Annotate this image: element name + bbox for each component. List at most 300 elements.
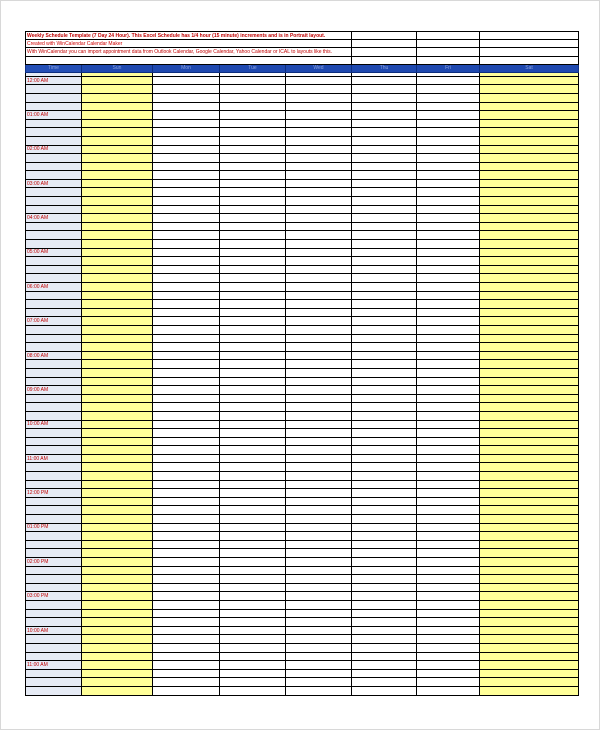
slot-cell-sat[interactable]	[480, 463, 579, 472]
slot-cell-fri[interactable]	[417, 222, 480, 231]
slot-cell-sat[interactable]	[480, 368, 579, 377]
slot-cell-fri[interactable]	[417, 265, 480, 274]
slot-cell-thu[interactable]	[352, 334, 417, 343]
slot-cell-wed[interactable]	[286, 154, 352, 163]
slot-cell-tue[interactable]	[220, 85, 286, 94]
slot-cell-sat[interactable]	[480, 248, 579, 257]
slot-cell-thu[interactable]	[352, 197, 417, 206]
slot-cell-wed[interactable]	[286, 85, 352, 94]
slot-cell-fri[interactable]	[417, 162, 480, 171]
slot-cell-sun[interactable]	[82, 643, 153, 652]
slot-cell-mon[interactable]	[153, 145, 220, 154]
slot-cell-thu[interactable]	[352, 394, 417, 403]
slot-cell-wed[interactable]	[286, 360, 352, 369]
slot-cell-mon[interactable]	[153, 119, 220, 128]
slot-cell-wed[interactable]	[286, 325, 352, 334]
slot-cell-wed[interactable]	[286, 394, 352, 403]
slot-cell-thu[interactable]	[352, 386, 417, 395]
slot-cell-sun[interactable]	[82, 368, 153, 377]
slot-cell-wed[interactable]	[286, 93, 352, 102]
slot-cell-fri[interactable]	[417, 626, 480, 635]
slot-cell-thu[interactable]	[352, 523, 417, 532]
slot-cell-thu[interactable]	[352, 222, 417, 231]
slot-cell-sun[interactable]	[82, 618, 153, 627]
slot-cell-wed[interactable]	[286, 626, 352, 635]
slot-cell-sat[interactable]	[480, 179, 579, 188]
slot-cell-tue[interactable]	[220, 222, 286, 231]
slot-cell-sun[interactable]	[82, 472, 153, 481]
slot-cell-thu[interactable]	[352, 136, 417, 145]
slot-cell-sat[interactable]	[480, 394, 579, 403]
slot-cell-fri[interactable]	[417, 678, 480, 687]
slot-cell-fri[interactable]	[417, 360, 480, 369]
slot-cell-mon[interactable]	[153, 429, 220, 438]
slot-cell-sun[interactable]	[82, 549, 153, 558]
slot-cell-thu[interactable]	[352, 446, 417, 455]
slot-cell-tue[interactable]	[220, 179, 286, 188]
slot-cell-mon[interactable]	[153, 446, 220, 455]
slot-cell-fri[interactable]	[417, 325, 480, 334]
slot-cell-sun[interactable]	[82, 102, 153, 111]
slot-cell-wed[interactable]	[286, 686, 352, 695]
slot-cell-mon[interactable]	[153, 240, 220, 249]
slot-cell-tue[interactable]	[220, 506, 286, 515]
slot-cell-tue[interactable]	[220, 403, 286, 412]
slot-cell-mon[interactable]	[153, 154, 220, 163]
slot-cell-mon[interactable]	[153, 523, 220, 532]
slot-cell-sun[interactable]	[82, 394, 153, 403]
slot-cell-thu[interactable]	[352, 360, 417, 369]
slot-cell-thu[interactable]	[352, 583, 417, 592]
slot-cell-mon[interactable]	[153, 343, 220, 352]
slot-cell-thu[interactable]	[352, 515, 417, 524]
slot-cell-wed[interactable]	[286, 446, 352, 455]
slot-cell-tue[interactable]	[220, 575, 286, 584]
slot-cell-mon[interactable]	[153, 394, 220, 403]
slot-cell-wed[interactable]	[286, 420, 352, 429]
slot-cell-wed[interactable]	[286, 171, 352, 180]
slot-cell-thu[interactable]	[352, 472, 417, 481]
slot-cell-thu[interactable]	[352, 454, 417, 463]
slot-cell-sat[interactable]	[480, 257, 579, 266]
slot-cell-thu[interactable]	[352, 411, 417, 420]
slot-cell-fri[interactable]	[417, 437, 480, 446]
slot-cell-tue[interactable]	[220, 188, 286, 197]
slot-cell-sat[interactable]	[480, 489, 579, 498]
slot-cell-sat[interactable]	[480, 497, 579, 506]
slot-cell-tue[interactable]	[220, 119, 286, 128]
slot-cell-sun[interactable]	[82, 76, 153, 85]
slot-cell-sat[interactable]	[480, 197, 579, 206]
slot-cell-sun[interactable]	[82, 411, 153, 420]
slot-cell-thu[interactable]	[352, 248, 417, 257]
slot-cell-thu[interactable]	[352, 652, 417, 661]
slot-cell-sun[interactable]	[82, 119, 153, 128]
slot-cell-sun[interactable]	[82, 283, 153, 292]
slot-cell-tue[interactable]	[220, 669, 286, 678]
slot-cell-sat[interactable]	[480, 128, 579, 137]
slot-cell-tue[interactable]	[220, 128, 286, 137]
slot-cell-thu[interactable]	[352, 274, 417, 283]
slot-cell-mon[interactable]	[153, 171, 220, 180]
slot-cell-sat[interactable]	[480, 626, 579, 635]
slot-cell-sun[interactable]	[82, 360, 153, 369]
slot-cell-mon[interactable]	[153, 111, 220, 120]
slot-cell-fri[interactable]	[417, 386, 480, 395]
slot-cell-fri[interactable]	[417, 429, 480, 438]
slot-cell-wed[interactable]	[286, 197, 352, 206]
slot-cell-wed[interactable]	[286, 600, 352, 609]
slot-cell-fri[interactable]	[417, 583, 480, 592]
slot-cell-mon[interactable]	[153, 179, 220, 188]
slot-cell-tue[interactable]	[220, 265, 286, 274]
slot-cell-tue[interactable]	[220, 351, 286, 360]
slot-cell-tue[interactable]	[220, 661, 286, 670]
slot-cell-fri[interactable]	[417, 377, 480, 386]
slot-cell-sat[interactable]	[480, 678, 579, 687]
slot-cell-thu[interactable]	[352, 669, 417, 678]
slot-cell-wed[interactable]	[286, 386, 352, 395]
slot-cell-tue[interactable]	[220, 540, 286, 549]
slot-cell-wed[interactable]	[286, 472, 352, 481]
slot-cell-fri[interactable]	[417, 351, 480, 360]
slot-cell-thu[interactable]	[352, 489, 417, 498]
slot-cell-sun[interactable]	[82, 197, 153, 206]
slot-cell-mon[interactable]	[153, 480, 220, 489]
slot-cell-sun[interactable]	[82, 566, 153, 575]
slot-cell-sun[interactable]	[82, 420, 153, 429]
slot-cell-sun[interactable]	[82, 171, 153, 180]
slot-cell-sun[interactable]	[82, 188, 153, 197]
slot-cell-sun[interactable]	[82, 377, 153, 386]
slot-cell-sat[interactable]	[480, 300, 579, 309]
slot-cell-thu[interactable]	[352, 351, 417, 360]
slot-cell-thu[interactable]	[352, 76, 417, 85]
slot-cell-tue[interactable]	[220, 360, 286, 369]
slot-cell-tue[interactable]	[220, 145, 286, 154]
slot-cell-sat[interactable]	[480, 214, 579, 223]
slot-cell-tue[interactable]	[220, 618, 286, 627]
slot-cell-mon[interactable]	[153, 222, 220, 231]
slot-cell-sun[interactable]	[82, 575, 153, 584]
slot-cell-sat[interactable]	[480, 446, 579, 455]
slot-cell-sat[interactable]	[480, 85, 579, 94]
slot-cell-tue[interactable]	[220, 76, 286, 85]
slot-cell-wed[interactable]	[286, 343, 352, 352]
slot-cell-sat[interactable]	[480, 454, 579, 463]
slot-cell-tue[interactable]	[220, 489, 286, 498]
slot-cell-mon[interactable]	[153, 497, 220, 506]
slot-cell-mon[interactable]	[153, 669, 220, 678]
slot-cell-sun[interactable]	[82, 523, 153, 532]
slot-cell-fri[interactable]	[417, 669, 480, 678]
slot-cell-mon[interactable]	[153, 257, 220, 266]
slot-cell-fri[interactable]	[417, 145, 480, 154]
slot-cell-fri[interactable]	[417, 154, 480, 163]
slot-cell-tue[interactable]	[220, 420, 286, 429]
slot-cell-thu[interactable]	[352, 497, 417, 506]
slot-cell-tue[interactable]	[220, 686, 286, 695]
slot-cell-mon[interactable]	[153, 643, 220, 652]
slot-cell-wed[interactable]	[286, 291, 352, 300]
slot-cell-fri[interactable]	[417, 635, 480, 644]
slot-cell-tue[interactable]	[220, 171, 286, 180]
slot-cell-sat[interactable]	[480, 600, 579, 609]
slot-cell-fri[interactable]	[417, 652, 480, 661]
slot-cell-thu[interactable]	[352, 377, 417, 386]
slot-cell-fri[interactable]	[417, 454, 480, 463]
slot-cell-fri[interactable]	[417, 308, 480, 317]
slot-cell-fri[interactable]	[417, 171, 480, 180]
slot-cell-wed[interactable]	[286, 454, 352, 463]
slot-cell-thu[interactable]	[352, 566, 417, 575]
slot-cell-mon[interactable]	[153, 231, 220, 240]
slot-cell-thu[interactable]	[352, 575, 417, 584]
slot-cell-thu[interactable]	[352, 205, 417, 214]
slot-cell-sat[interactable]	[480, 523, 579, 532]
slot-cell-sat[interactable]	[480, 136, 579, 145]
slot-cell-fri[interactable]	[417, 446, 480, 455]
slot-cell-tue[interactable]	[220, 583, 286, 592]
slot-cell-sat[interactable]	[480, 411, 579, 420]
slot-cell-thu[interactable]	[352, 257, 417, 266]
slot-cell-mon[interactable]	[153, 575, 220, 584]
slot-cell-wed[interactable]	[286, 76, 352, 85]
slot-cell-fri[interactable]	[417, 540, 480, 549]
slot-cell-tue[interactable]	[220, 472, 286, 481]
slot-cell-sun[interactable]	[82, 265, 153, 274]
slot-cell-thu[interactable]	[352, 626, 417, 635]
slot-cell-sat[interactable]	[480, 403, 579, 412]
slot-cell-thu[interactable]	[352, 686, 417, 695]
slot-cell-sun[interactable]	[82, 300, 153, 309]
slot-cell-mon[interactable]	[153, 489, 220, 498]
slot-cell-thu[interactable]	[352, 506, 417, 515]
slot-cell-fri[interactable]	[417, 463, 480, 472]
slot-cell-wed[interactable]	[286, 136, 352, 145]
slot-cell-wed[interactable]	[286, 214, 352, 223]
slot-cell-sat[interactable]	[480, 154, 579, 163]
slot-cell-thu[interactable]	[352, 661, 417, 670]
slot-cell-sun[interactable]	[82, 532, 153, 541]
slot-cell-tue[interactable]	[220, 308, 286, 317]
slot-cell-fri[interactable]	[417, 111, 480, 120]
slot-cell-thu[interactable]	[352, 111, 417, 120]
slot-cell-tue[interactable]	[220, 497, 286, 506]
slot-cell-wed[interactable]	[286, 463, 352, 472]
slot-cell-sat[interactable]	[480, 334, 579, 343]
slot-cell-mon[interactable]	[153, 558, 220, 567]
slot-cell-thu[interactable]	[352, 592, 417, 601]
slot-cell-mon[interactable]	[153, 454, 220, 463]
slot-cell-mon[interactable]	[153, 583, 220, 592]
slot-cell-wed[interactable]	[286, 635, 352, 644]
slot-cell-mon[interactable]	[153, 515, 220, 524]
slot-cell-thu[interactable]	[352, 102, 417, 111]
slot-cell-mon[interactable]	[153, 566, 220, 575]
slot-cell-sat[interactable]	[480, 652, 579, 661]
slot-cell-sat[interactable]	[480, 274, 579, 283]
slot-cell-thu[interactable]	[352, 119, 417, 128]
slot-cell-thu[interactable]	[352, 558, 417, 567]
slot-cell-tue[interactable]	[220, 394, 286, 403]
slot-cell-wed[interactable]	[286, 403, 352, 412]
slot-cell-thu[interactable]	[352, 480, 417, 489]
slot-cell-sun[interactable]	[82, 652, 153, 661]
slot-cell-tue[interactable]	[220, 635, 286, 644]
slot-cell-tue[interactable]	[220, 300, 286, 309]
slot-cell-wed[interactable]	[286, 274, 352, 283]
slot-cell-sat[interactable]	[480, 575, 579, 584]
slot-cell-fri[interactable]	[417, 609, 480, 618]
slot-cell-sun[interactable]	[82, 214, 153, 223]
slot-cell-sun[interactable]	[82, 463, 153, 472]
slot-cell-thu[interactable]	[352, 162, 417, 171]
slot-cell-thu[interactable]	[352, 85, 417, 94]
slot-cell-wed[interactable]	[286, 231, 352, 240]
slot-cell-fri[interactable]	[417, 128, 480, 137]
slot-cell-fri[interactable]	[417, 394, 480, 403]
slot-cell-wed[interactable]	[286, 334, 352, 343]
slot-cell-mon[interactable]	[153, 678, 220, 687]
slot-cell-mon[interactable]	[153, 635, 220, 644]
slot-cell-thu[interactable]	[352, 532, 417, 541]
slot-cell-mon[interactable]	[153, 162, 220, 171]
slot-cell-sat[interactable]	[480, 325, 579, 334]
slot-cell-fri[interactable]	[417, 497, 480, 506]
slot-cell-sun[interactable]	[82, 351, 153, 360]
slot-cell-sat[interactable]	[480, 188, 579, 197]
slot-cell-tue[interactable]	[220, 454, 286, 463]
slot-cell-wed[interactable]	[286, 179, 352, 188]
slot-cell-wed[interactable]	[286, 411, 352, 420]
slot-cell-sun[interactable]	[82, 600, 153, 609]
slot-cell-mon[interactable]	[153, 540, 220, 549]
slot-cell-mon[interactable]	[153, 248, 220, 257]
slot-cell-thu[interactable]	[352, 300, 417, 309]
slot-cell-tue[interactable]	[220, 368, 286, 377]
slot-cell-wed[interactable]	[286, 618, 352, 627]
slot-cell-wed[interactable]	[286, 317, 352, 326]
slot-cell-mon[interactable]	[153, 661, 220, 670]
slot-cell-fri[interactable]	[417, 489, 480, 498]
slot-cell-wed[interactable]	[286, 368, 352, 377]
slot-cell-tue[interactable]	[220, 283, 286, 292]
slot-cell-mon[interactable]	[153, 600, 220, 609]
slot-cell-mon[interactable]	[153, 283, 220, 292]
slot-cell-sun[interactable]	[82, 325, 153, 334]
slot-cell-thu[interactable]	[352, 429, 417, 438]
slot-cell-tue[interactable]	[220, 343, 286, 352]
slot-cell-mon[interactable]	[153, 291, 220, 300]
slot-cell-tue[interactable]	[220, 274, 286, 283]
slot-cell-sun[interactable]	[82, 240, 153, 249]
slot-cell-sun[interactable]	[82, 626, 153, 635]
slot-cell-fri[interactable]	[417, 480, 480, 489]
slot-cell-tue[interactable]	[220, 600, 286, 609]
slot-cell-tue[interactable]	[220, 480, 286, 489]
slot-cell-tue[interactable]	[220, 377, 286, 386]
slot-cell-sun[interactable]	[82, 162, 153, 171]
slot-cell-mon[interactable]	[153, 360, 220, 369]
slot-cell-sat[interactable]	[480, 420, 579, 429]
slot-cell-tue[interactable]	[220, 523, 286, 532]
slot-cell-wed[interactable]	[286, 489, 352, 498]
slot-cell-wed[interactable]	[286, 437, 352, 446]
slot-cell-thu[interactable]	[352, 179, 417, 188]
slot-cell-sun[interactable]	[82, 454, 153, 463]
slot-cell-tue[interactable]	[220, 446, 286, 455]
slot-cell-thu[interactable]	[352, 240, 417, 249]
slot-cell-tue[interactable]	[220, 437, 286, 446]
slot-cell-fri[interactable]	[417, 76, 480, 85]
slot-cell-thu[interactable]	[352, 600, 417, 609]
slot-cell-mon[interactable]	[153, 420, 220, 429]
slot-cell-mon[interactable]	[153, 463, 220, 472]
slot-cell-sun[interactable]	[82, 308, 153, 317]
slot-cell-sat[interactable]	[480, 351, 579, 360]
slot-cell-tue[interactable]	[220, 411, 286, 420]
slot-cell-wed[interactable]	[286, 652, 352, 661]
slot-cell-mon[interactable]	[153, 300, 220, 309]
slot-cell-sat[interactable]	[480, 515, 579, 524]
slot-cell-tue[interactable]	[220, 463, 286, 472]
slot-cell-wed[interactable]	[286, 558, 352, 567]
slot-cell-fri[interactable]	[417, 317, 480, 326]
slot-cell-sat[interactable]	[480, 162, 579, 171]
slot-cell-sat[interactable]	[480, 76, 579, 85]
slot-cell-mon[interactable]	[153, 411, 220, 420]
slot-cell-fri[interactable]	[417, 197, 480, 206]
slot-cell-thu[interactable]	[352, 368, 417, 377]
slot-cell-tue[interactable]	[220, 154, 286, 163]
slot-cell-wed[interactable]	[286, 497, 352, 506]
slot-cell-wed[interactable]	[286, 162, 352, 171]
slot-cell-wed[interactable]	[286, 265, 352, 274]
slot-cell-tue[interactable]	[220, 240, 286, 249]
slot-cell-sat[interactable]	[480, 643, 579, 652]
slot-cell-sun[interactable]	[82, 231, 153, 240]
slot-cell-fri[interactable]	[417, 575, 480, 584]
slot-cell-thu[interactable]	[352, 283, 417, 292]
slot-cell-sat[interactable]	[480, 317, 579, 326]
slot-cell-fri[interactable]	[417, 549, 480, 558]
slot-cell-sun[interactable]	[82, 136, 153, 145]
slot-cell-sat[interactable]	[480, 360, 579, 369]
slot-cell-tue[interactable]	[220, 205, 286, 214]
slot-cell-sat[interactable]	[480, 231, 579, 240]
slot-cell-mon[interactable]	[153, 377, 220, 386]
slot-cell-sat[interactable]	[480, 480, 579, 489]
slot-cell-sat[interactable]	[480, 291, 579, 300]
slot-cell-mon[interactable]	[153, 652, 220, 661]
slot-cell-mon[interactable]	[153, 532, 220, 541]
slot-cell-tue[interactable]	[220, 93, 286, 102]
slot-cell-sat[interactable]	[480, 343, 579, 352]
slot-cell-sat[interactable]	[480, 205, 579, 214]
slot-cell-tue[interactable]	[220, 197, 286, 206]
slot-cell-wed[interactable]	[286, 119, 352, 128]
slot-cell-mon[interactable]	[153, 274, 220, 283]
slot-cell-fri[interactable]	[417, 403, 480, 412]
slot-cell-sat[interactable]	[480, 686, 579, 695]
slot-cell-sun[interactable]	[82, 592, 153, 601]
slot-cell-tue[interactable]	[220, 558, 286, 567]
slot-cell-sun[interactable]	[82, 661, 153, 670]
slot-cell-wed[interactable]	[286, 111, 352, 120]
slot-cell-fri[interactable]	[417, 291, 480, 300]
slot-cell-wed[interactable]	[286, 532, 352, 541]
